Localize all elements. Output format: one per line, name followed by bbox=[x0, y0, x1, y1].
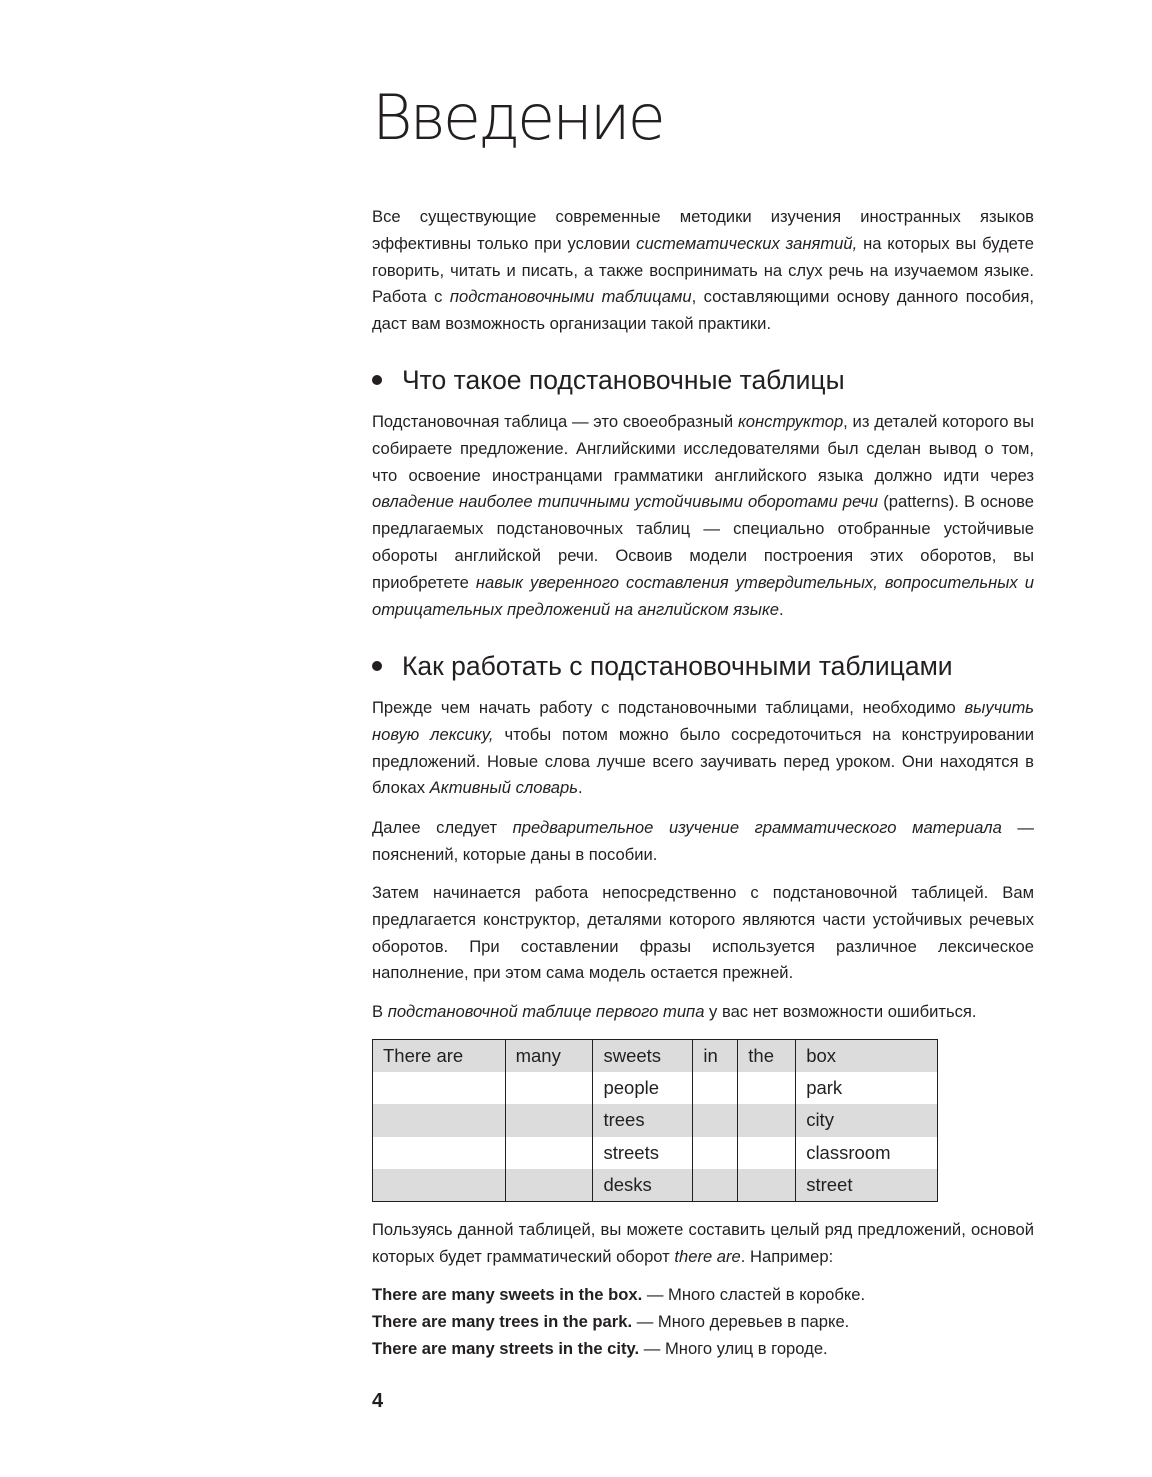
section2-paragraph-1 bbox=[372, 695, 1034, 802]
table-row bbox=[373, 1169, 938, 1202]
table-cell bbox=[505, 1072, 593, 1104]
table-row bbox=[373, 1072, 938, 1104]
bullet-icon bbox=[372, 375, 382, 385]
section1-paragraph bbox=[372, 409, 1034, 623]
bullet-icon bbox=[372, 661, 382, 671]
table-cell bbox=[373, 1072, 506, 1104]
example-line bbox=[372, 1282, 1034, 1309]
table-cell bbox=[505, 1104, 593, 1136]
text-run: на которых вы будете говорить, читать и писать, а также воспринимать на слух речь на изучаемом языке. Работа с bbox=[372, 233, 1034, 307]
example-english: There are many streets in the city. bbox=[372, 1338, 640, 1358]
text-run: В bbox=[372, 1002, 388, 1021]
emphasis-text: навык уверенного составления утвердительных, вопросительных и отрицательных предложений на английском языке bbox=[372, 572, 1034, 619]
table-cell bbox=[738, 1104, 796, 1136]
emphasis-text: овладение наиболее типичными устойчивыми оборотами речи bbox=[372, 492, 879, 512]
table-cell bbox=[693, 1169, 738, 1202]
table-cell: in bbox=[693, 1040, 738, 1073]
page-title: Введение bbox=[372, 81, 663, 154]
table-row bbox=[373, 1137, 938, 1169]
emphasis-text: систематических занятий, bbox=[636, 233, 858, 253]
table-cell: box bbox=[796, 1040, 938, 1073]
table-cell: desks bbox=[593, 1169, 693, 1202]
emphasis-text: Активный словарь bbox=[429, 778, 578, 798]
section-heading-label: Что такое подстановочные таблицы bbox=[402, 365, 845, 395]
text-run: Подстановочная таблица — это своеобразный bbox=[372, 412, 738, 431]
table-cell bbox=[505, 1137, 593, 1169]
table-cell bbox=[738, 1169, 796, 1202]
table-cell bbox=[505, 1169, 593, 1202]
substitution-table bbox=[372, 1039, 938, 1202]
section-heading-how-to-work bbox=[372, 650, 953, 682]
example-translation: — Много улиц в городе. bbox=[639, 1338, 828, 1358]
section2-paragraph-2 bbox=[372, 815, 1034, 869]
table-row bbox=[373, 1104, 938, 1136]
table-cell bbox=[693, 1072, 738, 1104]
table-cell: people bbox=[593, 1072, 693, 1104]
table-cell bbox=[373, 1137, 506, 1169]
text-run: — пояснений, которые даны в пособии. bbox=[372, 818, 1034, 864]
table-cell: city bbox=[796, 1104, 938, 1136]
table-cell: sweets bbox=[593, 1040, 693, 1073]
table-cell: There are bbox=[373, 1040, 506, 1073]
table-cell bbox=[693, 1104, 738, 1136]
emphasis-text: подстановочными таблицами bbox=[449, 287, 692, 307]
table-cell: classroom bbox=[796, 1137, 938, 1169]
section2-paragraph-4 bbox=[372, 999, 1034, 1026]
table-cell: streets bbox=[593, 1137, 693, 1169]
example-english: There are many sweets in the box. bbox=[372, 1285, 643, 1304]
section2-paragraph-3 bbox=[372, 880, 1034, 987]
emphasis-text: подстановочной таблице первого типа bbox=[387, 1002, 705, 1021]
page-number: 4 bbox=[372, 1390, 384, 1412]
table-cell bbox=[373, 1104, 506, 1136]
text-run: Прежде чем начать работу с подстановочными таблицами, необходимо bbox=[372, 698, 965, 717]
example-line bbox=[372, 1309, 1034, 1336]
table-cell: the bbox=[738, 1040, 796, 1073]
text-run: Затем начинается работа непосредственно с подстановочной таблицей. Вам предлагается конструктор, деталями которого являются части устойчивых речевых оборотов. При составлении фразы используется различное лексическое наполнение, при этом сама модель остается прежней. bbox=[372, 883, 1034, 983]
emphasis-text: выучить новую лексику, bbox=[372, 698, 1034, 744]
text-run: чтобы потом можно было сосредоточиться на конструировании предложений. Новые слова лучше всего заучивать перед уроком. Они находятся в блоках bbox=[372, 724, 1035, 798]
example-english: There are many trees in the park. bbox=[372, 1311, 633, 1331]
intro-paragraph bbox=[372, 204, 1034, 338]
text-run: Пользуясь данной таблицей, вы можете составить целый ряд предложений, основой которых будет грамматический оборот bbox=[372, 1220, 1034, 1266]
emphasis-text: предварительное изучение грамматического материала bbox=[512, 818, 1002, 837]
emphasis-text: конструктор bbox=[737, 412, 844, 431]
table-cell bbox=[373, 1169, 506, 1202]
text-run: (patterns). В основе предлагаемых подстановочных таблиц — специально отобранные устойчивые обороты английской речи. Освоив модели построения этих оборотов, вы приобретете bbox=[372, 492, 1035, 592]
after-table-paragraph bbox=[372, 1217, 1034, 1271]
text-run: Все существующие современные методики изучения иностранных языков эффективны только при условии bbox=[372, 207, 1034, 253]
examples-list bbox=[372, 1282, 1034, 1362]
text-run: у вас нет возможности ошибиться. bbox=[704, 1002, 977, 1021]
example-translation: — Много деревьев в парке. bbox=[632, 1311, 850, 1331]
table-cell: street bbox=[796, 1169, 938, 1202]
table-cell bbox=[693, 1137, 738, 1169]
table-cell: many bbox=[505, 1040, 593, 1073]
table-cell bbox=[738, 1072, 796, 1104]
table-row bbox=[373, 1040, 938, 1073]
text-run: . bbox=[779, 599, 784, 619]
text-run: . bbox=[577, 778, 583, 798]
text-run: Далее следует bbox=[372, 818, 513, 837]
example-line bbox=[372, 1336, 1034, 1363]
example-translation: — Много сластей в коробке. bbox=[642, 1285, 866, 1304]
text-run: . Например: bbox=[740, 1246, 834, 1266]
table-cell bbox=[738, 1137, 796, 1169]
text-run: , из деталей которого вы собираете предложение. Английскими исследователями был сделан вывод о том, что освоение иностранцами грамматики английского языка должно идти через bbox=[372, 412, 1034, 485]
section-heading-what-are-tables bbox=[372, 364, 845, 396]
emphasis-text: there are bbox=[674, 1246, 741, 1266]
table-cell: park bbox=[796, 1072, 938, 1104]
section-heading-label: Как работать с подстановочными таблицами bbox=[402, 651, 953, 681]
text-run: , составляющими основу данного пособия, даст вам возможность организации такой практики. bbox=[372, 287, 1034, 334]
table-cell: trees bbox=[593, 1104, 693, 1136]
